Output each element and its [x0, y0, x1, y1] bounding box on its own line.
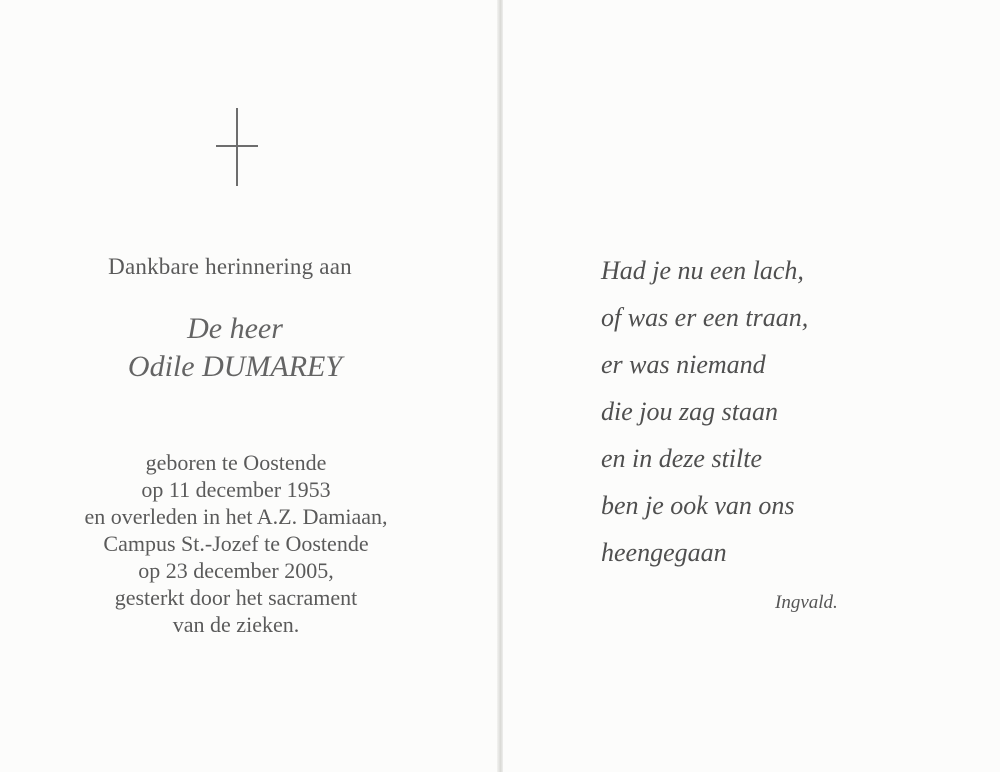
poem-line: Had je nu een lach,	[601, 256, 804, 285]
bio-line: op 23 december 2005,	[138, 558, 334, 583]
poem-line: of was er een traan,	[601, 303, 809, 332]
poem-line: ben je ook van ons	[601, 491, 795, 520]
poem	[601, 247, 808, 576]
bio-line: van de zieken.	[172, 612, 300, 637]
bio-line: Campus St.-Jozef te Oostende	[103, 531, 369, 556]
poem-line: heengegaan	[601, 538, 727, 567]
honorific: De heer	[187, 312, 283, 345]
deceased-name: Odile DUMAREY	[127, 350, 343, 383]
poem-line: er was niemand	[601, 350, 766, 379]
bio-line: op 11 december 1953	[141, 477, 331, 502]
bio-line: en overleden in het A.Z. Damiaan,	[84, 504, 388, 529]
cross-vertical-bar	[236, 108, 238, 186]
bio-line: gesterkt door het sacrament	[114, 585, 358, 610]
biography	[0, 449, 472, 638]
bio-line: geboren te Oostende	[145, 450, 327, 475]
poem-author: Ingvald.	[775, 592, 838, 613]
cross-horizontal-bar	[216, 145, 258, 147]
left-panel	[0, 0, 498, 772]
intro-text: Dankbare herinnering aan	[108, 254, 352, 279]
poem-line: en in deze stilte	[601, 444, 763, 473]
cross-icon	[216, 108, 258, 186]
poem-line: die jou zag staan	[601, 397, 778, 426]
